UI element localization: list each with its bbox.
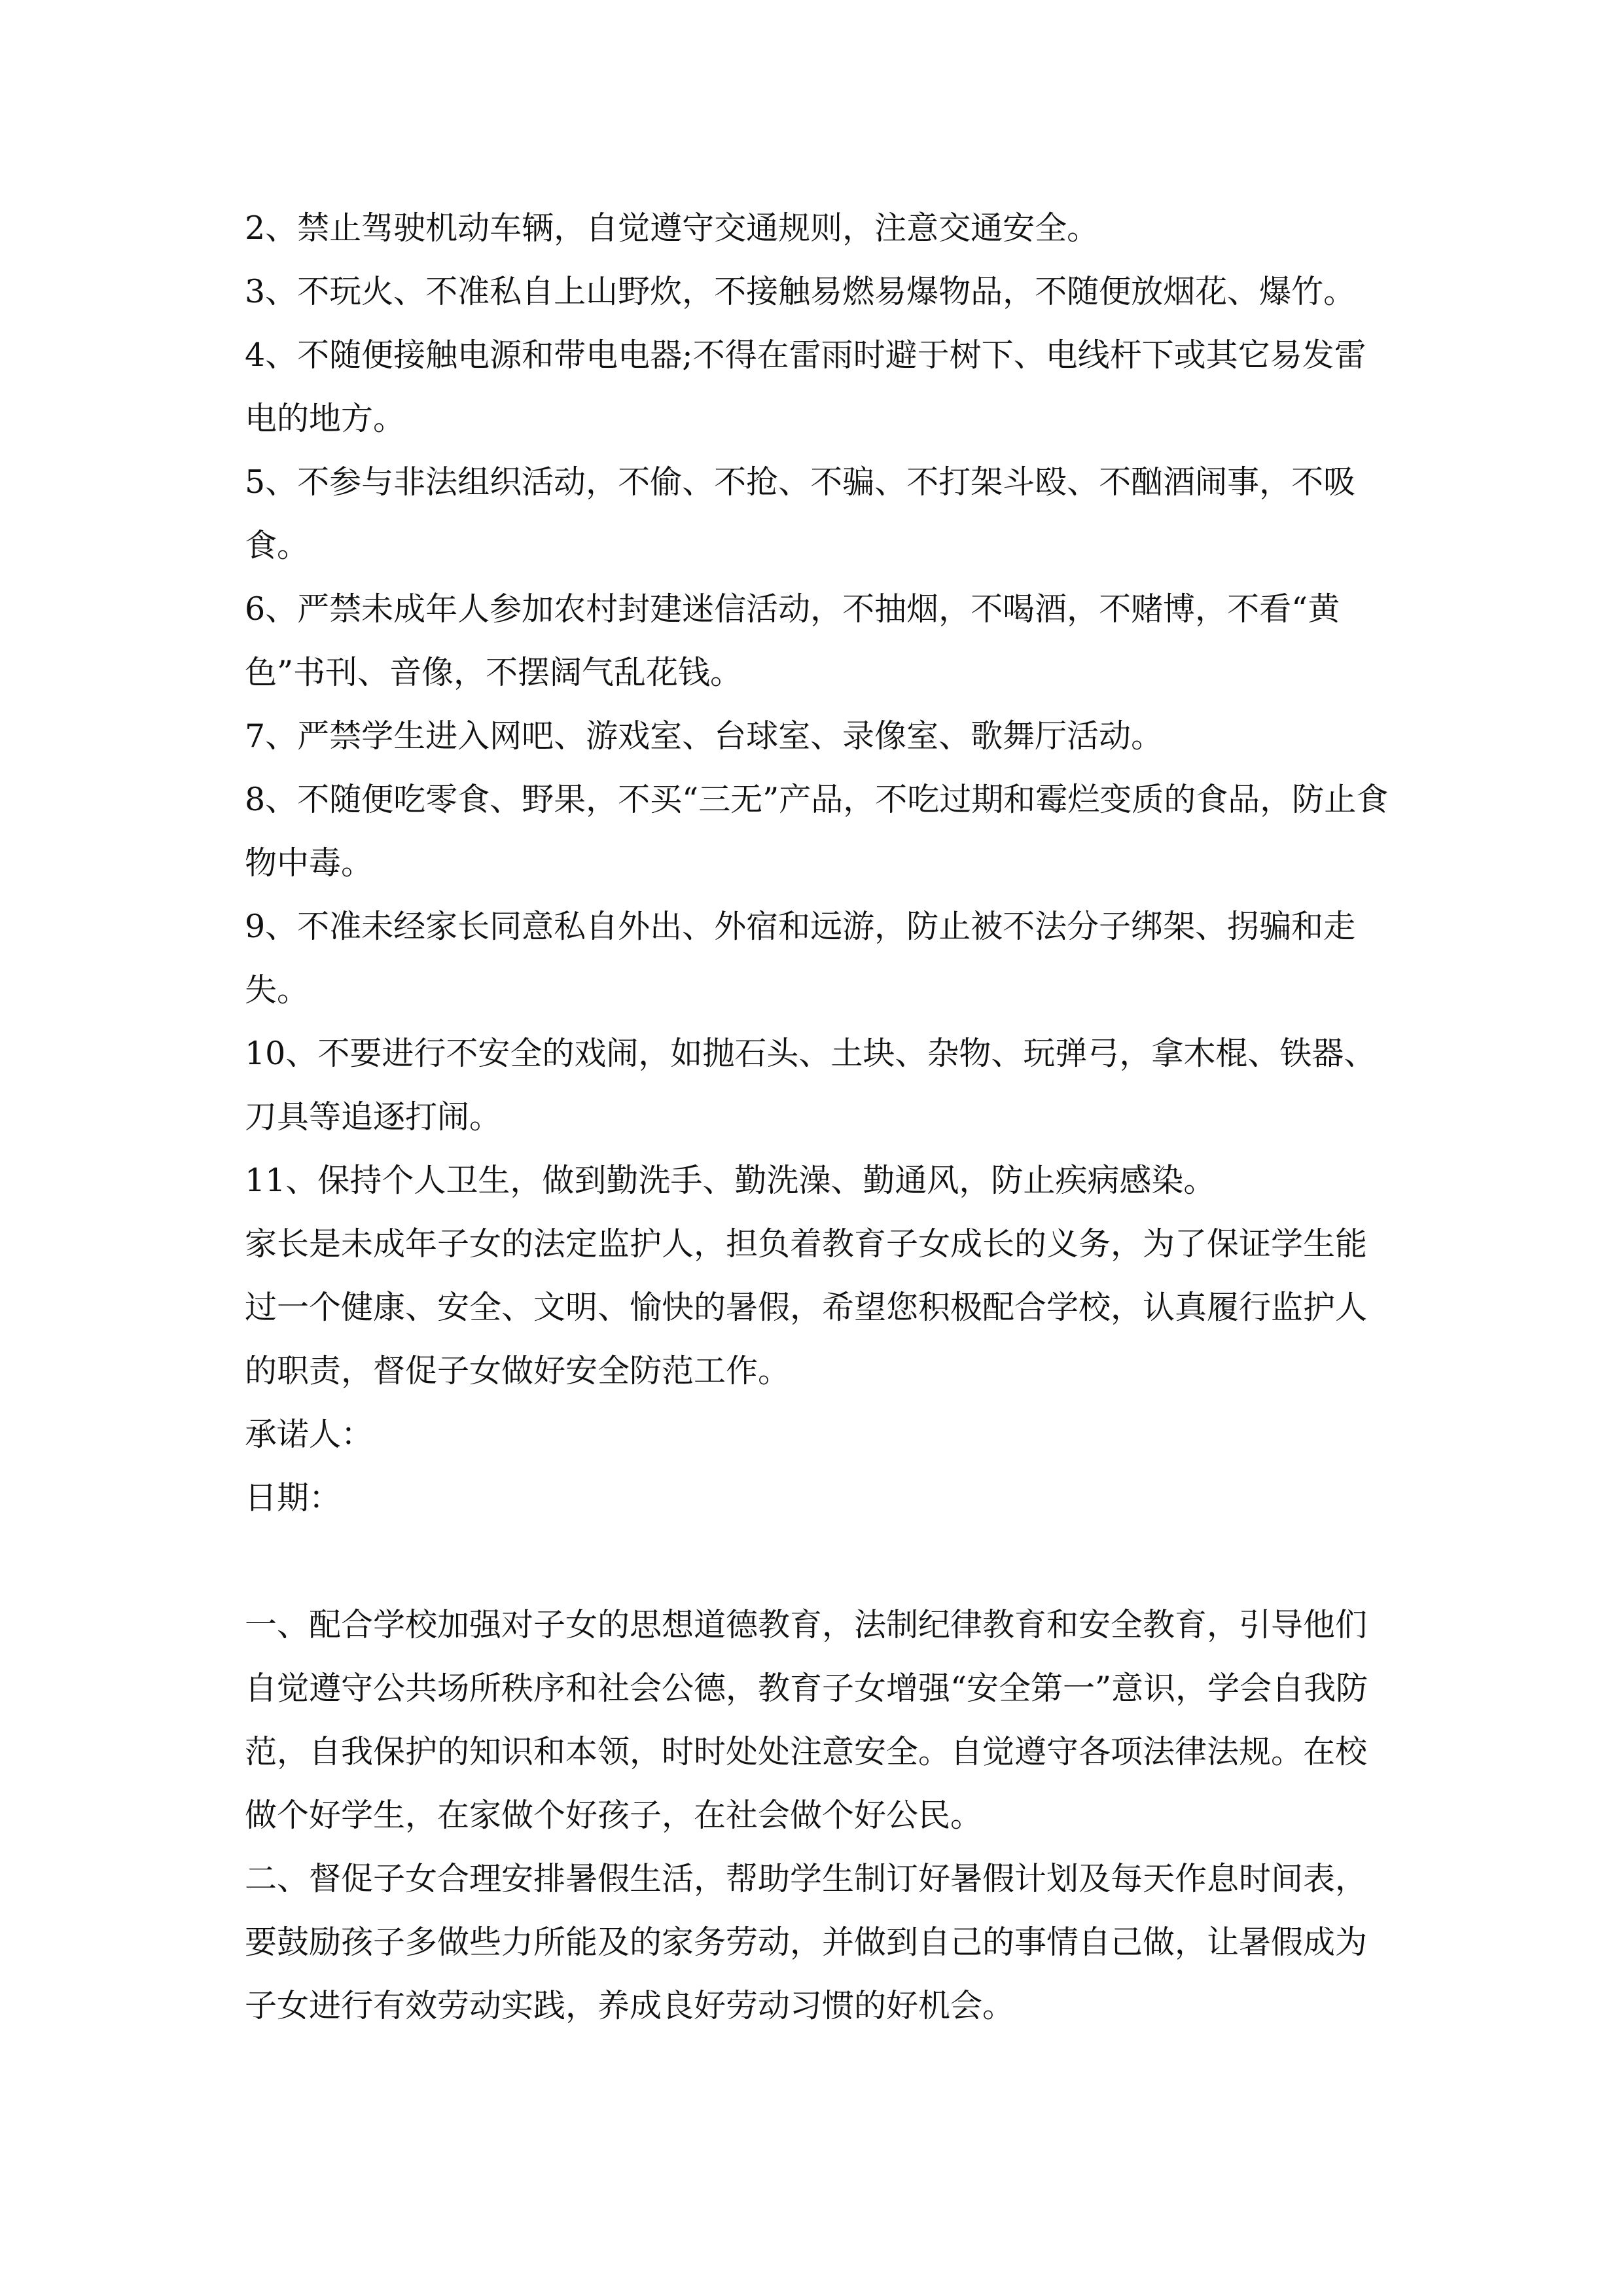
- duty-item-1: 一、配合学校加强对子女的思想道德教育，法制纪律教育和安全教育，引导他们自觉遵守公共场所秩序和社会公德，教育子女增强“安全第一”意识，学会自我防范，自我保护的知识和本领，时时处处注意安全。自觉遵守各项法律法规。在校做个好学生，在家做个好孩子，在社会做个好公民。: [245, 1606, 1368, 1834]
- rule-item-8: 8、不随便吃零食、野果，不买“三无”产品，不吃过期和霉烂变质的食品，防止食物中毒。: [245, 781, 1389, 882]
- rule-item-2: 2、禁止驾驶机动车辆，自觉遵守交通规则，注意交通安全。: [245, 209, 1099, 247]
- rule-item-6: 6、严禁未成年人参加农村封建迷信活动，不抽烟，不喝酒，不赌博，不看“黄色”书刊、音像，不摆阔气乱花钱。: [245, 590, 1340, 691]
- rule-item-4: 4、不随便接触电源和带电电器;不得在雷雨时避于树下、电线杆下或其它易发雷电的地方。: [245, 336, 1366, 437]
- duty-item-2: 二、督促子女合理安排暑假生活，帮助学生制订好暑假计划及每天作息时间表，要鼓励孩子多做些力所能及的家务劳动，并做到自己的事情自己做，让暑假成为子女进行有效劳动实践，养成良好劳动习惯的好机会。: [245, 1860, 1368, 2024]
- promisor-label: 承诺人：: [245, 1416, 374, 1453]
- rule-item-3: 3、不玩火、不准私自上山野炊，不接触易燃易爆物品，不随便放烟花、爆竹。: [245, 273, 1356, 310]
- rule-item-9: 9、不准未经家长同意私自外出、外宿和远游，防止被不法分子绑架、拐骗和走失。: [245, 908, 1356, 1009]
- rule-item-7: 7、严禁学生进入网吧、游戏室、台球室、录像室、歌舞厅活动。: [245, 717, 1164, 755]
- rule-item-10: 10、不要进行不安全的戏闹，如抛石头、土块、杂物、玩弹弓，拿木棍、铁器、刀具等追逐打闹。: [245, 1035, 1376, 1136]
- rule-item-11: 11、保持个人卫生，做到勤洗手、勤洗澡、勤通风，防止疾病感染。: [245, 1162, 1216, 1199]
- date-label: 日期：: [245, 1479, 342, 1516]
- parent-note: 家长是未成年子女的法定监护人，担负着教育子女成长的义务，为了保证学生能过一个健康、安全、文明、愉快的暑假，希望您积极配合学校，认真履行监护人的职责，督促子女做好安全防范工作。: [245, 1225, 1368, 1390]
- rule-item-5: 5、不参与非法组织活动，不偷、不抢、不骗、不打架斗殴、不酗酒闹事，不吸食。: [245, 463, 1356, 564]
- section-spacer: [245, 1530, 1397, 1593]
- document-body: [245, 196, 1397, 2037]
